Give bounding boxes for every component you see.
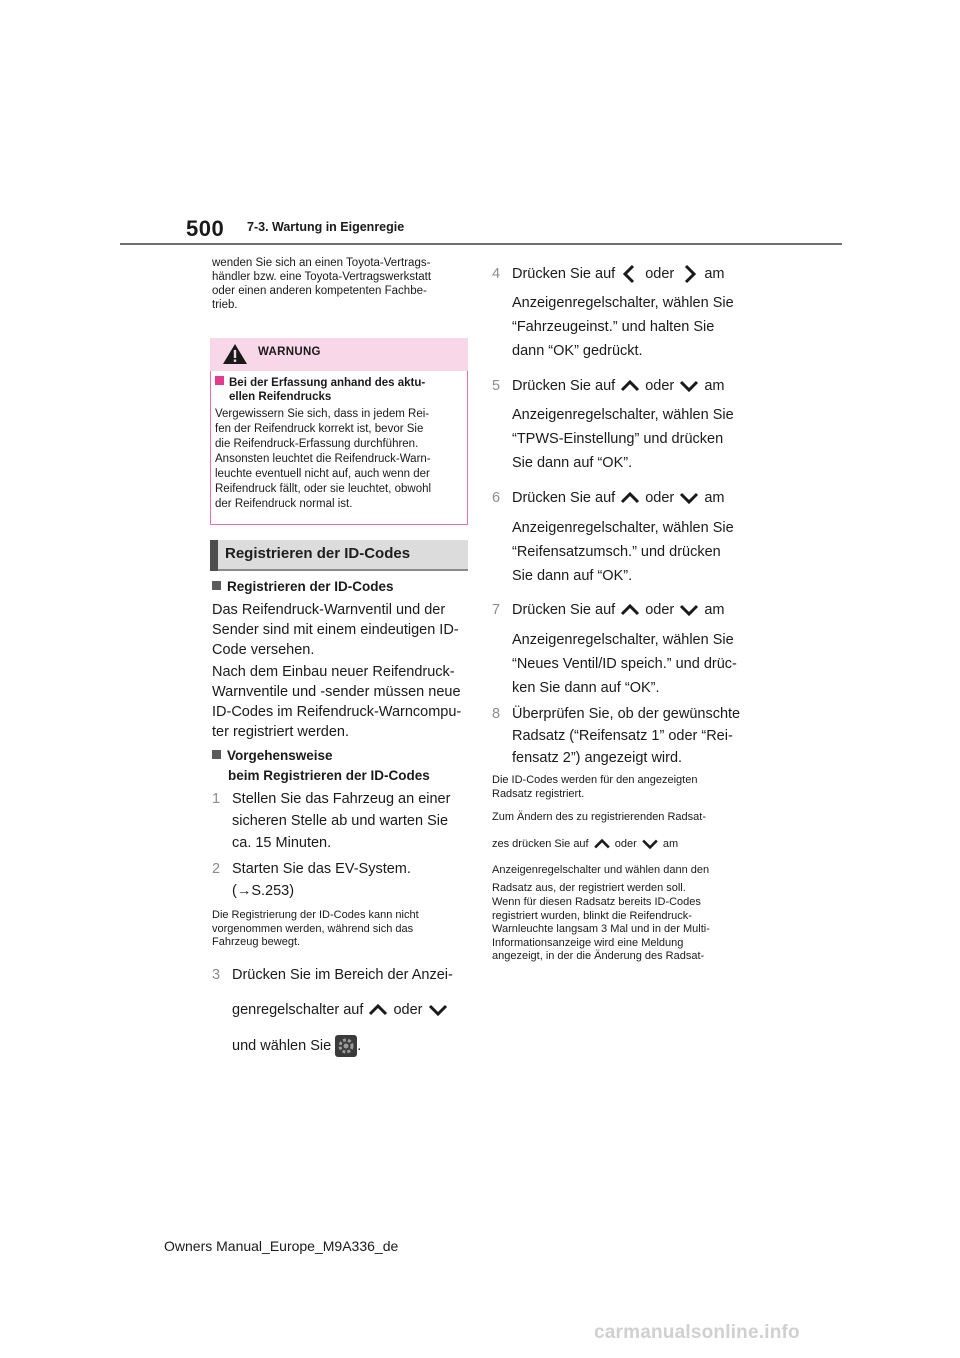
footer-text: Owners Manual_Europe_M9A336_de <box>164 1238 399 1254</box>
warning-subtitle: Bei der Erfassung anhand des aktu- ellen Reifendrucks <box>215 376 463 404</box>
note-radsatz-line-2: zes drücken Sie auf oder am <box>492 838 679 850</box>
step-3: 3 Drücken Sie im Bereich der Anzei- <box>212 967 453 983</box>
chevron-down-icon <box>640 838 660 850</box>
note-radsatz-line-3: Anzeigenregelschalter und wählen dann den Radsatz aus, der registriert werden soll. <box>492 864 710 894</box>
chevron-right-icon <box>678 263 700 285</box>
paragraph-einbau: Nach dem Einbau neuer Reifendruck- Warnventile und -sender müssen neue ID-Codes im Reifendruck-Warncompu- ter registriert werden. <box>212 664 462 740</box>
note-id-codes: Die ID-Codes werden für den angezeigten Radsatz registriert. <box>492 774 698 800</box>
step-5: 5 Drücken Sie auf oder am <box>492 378 725 394</box>
step-2: 2 Starten Sie das EV-System. (→S.253) <box>212 861 411 899</box>
text-line: trieb. <box>212 299 238 311</box>
warning-title: WARNUNG <box>258 346 321 358</box>
step-4-text: Anzeigenregelschalter, wählen Sie “Fahrzeugeinst.” und halten Sie dann “OK” gedrückt. <box>512 295 734 359</box>
step-3-line-3: und wählen Sie . <box>212 1035 488 1057</box>
text-line: oder einen anderen kompetenten Fachbe- <box>212 285 427 297</box>
step-6: 6 Drücken Sie auf oder am <box>492 490 725 506</box>
chevron-up-icon <box>619 379 641 393</box>
intro-paragraph <box>212 256 468 312</box>
warning-text: Vergewissern Sie sich, dass in jedem Rei- fen der Reifendruck korrekt ist, bevor Sie die Reifendruck-Erfassung durchführen. Ansonsten leuchtet die Reifendruck-Warn- leuchte eventuell nicht auf, auch wenn der Reifendruck fällt, oder sie leuchtet, obwohl der Reifendruck normal ist. <box>215 408 432 510</box>
subheading-vorgehensweise: Vorgehensweise beim Registrieren der ID-Codes <box>212 746 468 786</box>
note-bewegung: Die Registrierung der ID-Codes kann nicht vorgenommen werden, während sich das Fahrzeug bewegt. <box>212 909 419 948</box>
step-7-text: Anzeigenregelschalter, wählen Sie “Neues Ventil/ID speich.” und drüc- ken Sie dann auf “OK”. <box>512 632 737 696</box>
square-bullet-icon <box>215 376 224 385</box>
chevron-up-icon <box>592 838 612 850</box>
page-number: 500 <box>186 216 225 241</box>
chevron-down-icon <box>678 603 700 617</box>
step-5-text: Anzeigenregelschalter, wählen Sie “TPWS-Einstellung” und drücken Sie dann auf “OK”. <box>512 407 734 471</box>
section-heading-bar <box>210 540 218 571</box>
step-3-line-2: genregelschalter auf oder <box>212 1000 488 1020</box>
note-blinkt: Wenn für diesen Radsatz bereits ID-Codes registriert wurden, blinkt die Reifendruck- Warnleuchte langsam 3 Mal und in der Multi- Informationsanzeige wird eine Meldung angezeigt, in der die Änderung des Radsat- <box>492 896 710 962</box>
square-bullet-icon <box>212 750 221 759</box>
chevron-left-icon <box>619 263 641 285</box>
paragraph-id-code: Das Reifendruck-Warnventil und der Sender sind mit einem eindeutigen ID- Code versehen. <box>212 602 459 658</box>
text-line: händler bzw. eine Toyota-Vertragswerkstatt <box>212 271 432 283</box>
step-6-text: Anzeigenregelschalter, wählen Sie “Reifensatzumsch.” und drücken Sie dann auf “OK”. <box>512 520 734 584</box>
warning-header <box>210 338 468 371</box>
section-heading: Registrieren der ID-Codes <box>225 545 411 562</box>
square-bullet-icon <box>212 581 221 590</box>
step-4: 4 Drücken Sie auf oder am <box>492 263 752 285</box>
chevron-up-icon <box>367 1003 389 1017</box>
note-radsatz-line-1: Zum Ändern des zu registrierenden Radsat- <box>492 811 706 823</box>
step-7: 7 Drücken Sie auf oder am <box>492 602 725 618</box>
chevron-up-icon <box>619 491 641 505</box>
subheading-registrieren: Registrieren der ID-Codes <box>212 579 468 594</box>
step-8: 8 Überprüfen Sie, ob der gewünschte Radsatz (“Reifensatz 1” oder “Rei- fensatz 2”) angezeigt wird. <box>492 706 741 766</box>
chevron-down-icon <box>427 1003 449 1017</box>
gear-icon <box>335 1035 357 1057</box>
chevron-down-icon <box>678 379 700 393</box>
section-title: 7-3. Wartung in Eigenregie <box>247 220 405 234</box>
header-divider <box>120 243 842 245</box>
watermark: carmanualsonline.info <box>594 1322 800 1343</box>
chevron-up-icon <box>619 603 641 617</box>
step-1: 1 Stellen Sie das Fahrzeug an einer sicheren Stelle ab und warten Sie ca. 15 Minuten. <box>212 791 451 851</box>
text-line: wenden Sie sich an einen Toyota-Vertrags- <box>212 257 431 269</box>
chevron-down-icon <box>678 491 700 505</box>
warning-triangle-icon <box>222 342 248 366</box>
